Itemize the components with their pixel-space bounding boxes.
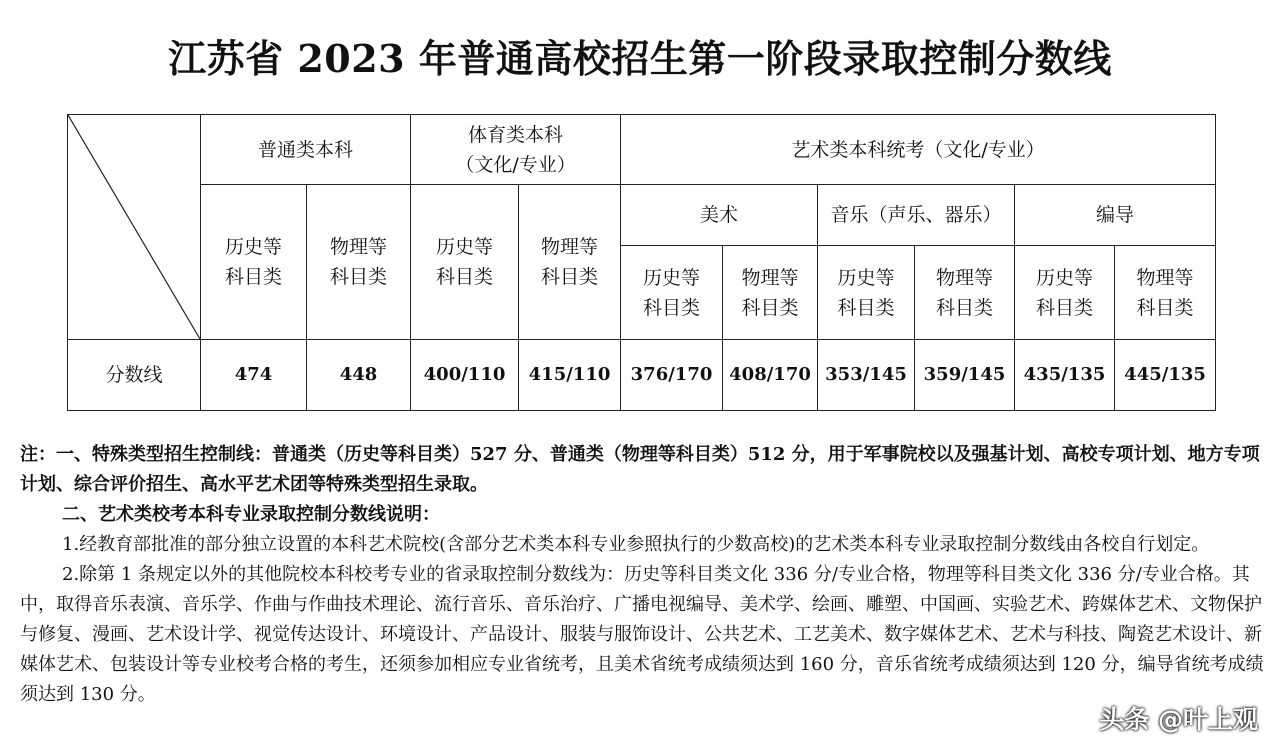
score-ordinary-history: 474 bbox=[201, 340, 307, 411]
header-music: 音乐（声乐、器乐） bbox=[818, 185, 1015, 246]
note-1-heading: 注：一、特殊类型招生控制线： bbox=[20, 444, 272, 465]
note-2-paragraph-1: 1.经教育部批准的部分独立设置的本科艺术院校(含部分艺术类本科专业参照执行的少数高校)的艺术类本科专业录取控制分数线由各校自行划定。 bbox=[62, 534, 1210, 555]
score-sports-physics: 415/110 bbox=[519, 340, 621, 411]
sub-label-line2: 科目类 bbox=[224, 266, 282, 288]
sub-label-line1: 历史等 bbox=[837, 266, 895, 289]
sub-header-music-physics bbox=[915, 246, 1015, 340]
sub-label-line2: 科目类 bbox=[436, 266, 494, 288]
notes-section bbox=[20, 440, 1265, 710]
sub-header-sports-physics bbox=[519, 185, 621, 340]
diagonal-line bbox=[68, 115, 200, 339]
score-fine-arts-history: 376/170 bbox=[621, 340, 723, 411]
score-music-physics: 359/145 bbox=[915, 340, 1015, 411]
sub-header-directing-physics bbox=[1115, 246, 1216, 340]
sub-header-music-history bbox=[818, 246, 915, 340]
sub-header-sports-history bbox=[411, 185, 519, 340]
row-label-score: 分数线 bbox=[68, 340, 201, 411]
score-music-history: 353/145 bbox=[818, 340, 915, 411]
note-2-paragraph-2: 2.除第 1 条规定以外的其他院校本科校考专业的省录取控制分数线为：历史等科目类文化 336 分/专业合格，物理等科目类文化 336 分/专业合格。其中，取得音乐表演、音乐学、作曲与作曲技术理论、流行音乐、音乐治疗、广播电视编导、美术学、绘画、雕塑、中国画、实验艺术、跨媒体艺术、文物保护与修复、漫画、艺术设计学、视觉传达设计、环境设计、产品设计、服装与服饰设计、公共艺术、工艺美术、数字媒体艺术、艺术与科技、陶瓷艺术设计、新媒体艺术、包装设计等专业校考合格的考生，还须参加相应专业省统考，且美术省统考成绩须达到 160 分，音乐省统考成绩须达到 120 分，编导省统考成绩须达到 130 分。 bbox=[20, 564, 1264, 705]
sub-label-line1: 历史等 bbox=[224, 236, 282, 258]
sub-header-fine-arts-physics bbox=[723, 246, 818, 340]
diagonal-header-cell bbox=[68, 115, 201, 340]
sub-header-ordinary-physics bbox=[307, 185, 411, 340]
header-ordinary: 普通类本科 bbox=[201, 115, 411, 185]
sub-label-line1: 物理等 bbox=[936, 266, 994, 289]
sub-label-line1: 历史等 bbox=[643, 266, 701, 289]
score-sports-history: 400/110 bbox=[411, 340, 519, 411]
header-sports-line1: 体育类本科 bbox=[468, 123, 564, 146]
sub-header-directing-history bbox=[1015, 246, 1115, 340]
header-sports-line2: （文化/专业） bbox=[455, 153, 576, 176]
score-fine-arts-physics: 408/170 bbox=[723, 340, 818, 411]
sub-label-line1: 物理等 bbox=[1136, 266, 1194, 289]
header-sports bbox=[411, 115, 621, 185]
header-directing: 编导 bbox=[1015, 185, 1216, 246]
sub-label-line1: 历史等 bbox=[436, 236, 494, 258]
sub-label-line2: 科目类 bbox=[837, 296, 895, 319]
sub-label-line2: 科目类 bbox=[1136, 296, 1194, 319]
sub-header-ordinary-history bbox=[201, 185, 307, 340]
score-directing-physics: 445/135 bbox=[1115, 340, 1216, 411]
note-1-body: 普通类（历史等科目类）527 分、普通类（物理等科目类）512 分，用于军事院校以及强基计划、高校专项计划、地方专项计划、综合评价招生、高水平艺术团等特殊类型招生录取。 bbox=[20, 444, 1260, 495]
sub-label-line2: 科目类 bbox=[1036, 296, 1094, 319]
sub-label-line2: 科目类 bbox=[936, 296, 994, 319]
score-table bbox=[67, 114, 1216, 411]
sub-label-line1: 物理等 bbox=[541, 236, 599, 258]
sub-label-line1: 物理等 bbox=[330, 236, 388, 258]
sub-label-line2: 科目类 bbox=[330, 266, 388, 288]
sub-label-line1: 历史等 bbox=[1036, 266, 1094, 289]
sub-label-line1: 物理等 bbox=[741, 266, 799, 289]
score-row bbox=[68, 340, 1216, 411]
header-fine-arts: 美术 bbox=[621, 185, 818, 246]
header-art: 艺术类本科统考（文化/专业） bbox=[621, 115, 1216, 185]
watermark: 头条 @叶上观 bbox=[1099, 705, 1258, 734]
sub-label-line2: 科目类 bbox=[741, 296, 799, 319]
sub-label-line2: 科目类 bbox=[541, 266, 599, 288]
sub-label-line2: 科目类 bbox=[643, 296, 701, 319]
page-title: 江苏省 2023 年普通高校招生第一阶段录取控制分数线 bbox=[168, 36, 1112, 81]
sub-header-fine-arts-history bbox=[621, 246, 723, 340]
score-ordinary-physics: 448 bbox=[307, 340, 411, 411]
note-1 bbox=[20, 440, 1265, 500]
note-2-heading: 二、艺术类校考本科专业录取控制分数线说明： bbox=[62, 504, 440, 525]
score-directing-history: 435/135 bbox=[1015, 340, 1115, 411]
